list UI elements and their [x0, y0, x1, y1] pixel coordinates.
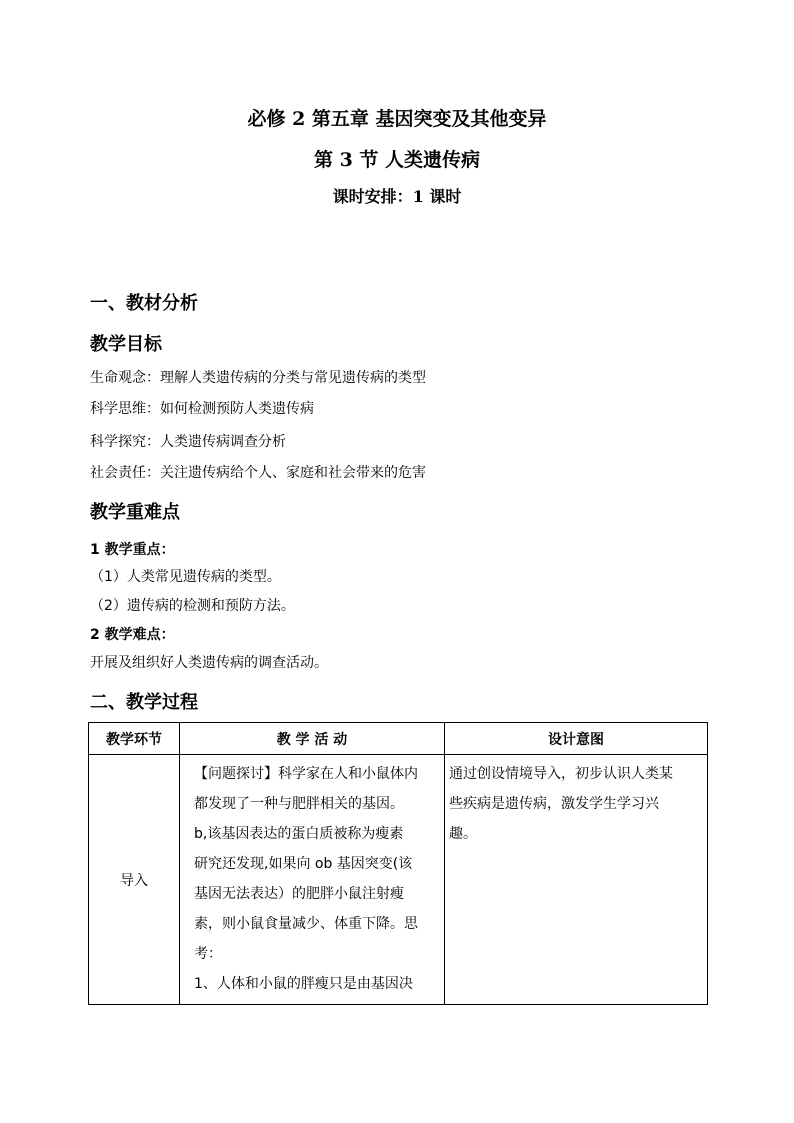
intent-line: 通过创设情境导入，初步认识人类某: [449, 766, 673, 782]
heading-key-difficult: 教学重难点: [90, 502, 180, 523]
stage-cell: 导入: [89, 755, 180, 1005]
goal-line: 社会责任：关注遗传病给个人、家庭和社会带来的危害: [90, 465, 426, 481]
teaching-process-table: [88, 722, 708, 1005]
activity-line: 研究还发现,如果向 ob 基因突变(该: [194, 856, 413, 872]
key-point-line: （1）人类常见遗传病的类型。: [90, 569, 281, 585]
key-point-line: （2）遗传病的检测和预防方法。: [90, 598, 295, 614]
section-title: 第 3 节 人类遗传病: [313, 149, 481, 171]
intent-line: 趣。: [449, 826, 477, 842]
column-header: 教 学 活 动: [180, 723, 445, 755]
key-points-label: 1 教学重点：: [90, 542, 175, 558]
table-header-row: [89, 723, 708, 755]
goal-line: 科学思维：如何检测预防人类遗传病: [90, 401, 314, 417]
intent-cell: [445, 755, 708, 1005]
difficult-line: 开展及组织好人类遗传病的调查活动。: [90, 655, 328, 671]
column-header: 教学环节: [89, 723, 180, 755]
goal-line: 科学探究：人类遗传病调查分析: [90, 434, 286, 450]
heading-teaching-process: 二、教学过程: [90, 692, 198, 713]
activity-line: 【问题探讨】科学家在人和小鼠体内: [194, 766, 418, 782]
heading-teaching-goals: 教学目标: [90, 334, 162, 355]
activity-line: 素，则小鼠食量减少、体重下降。思: [194, 916, 418, 932]
activity-line: 1、人体和小鼠的胖瘦只是由基因决: [194, 976, 413, 992]
activity-line: b,该基因表达的蛋白质被称为瘦素: [194, 826, 404, 842]
heading-textbook-analysis: 一、教材分析: [90, 293, 198, 314]
column-header: 设计意图: [445, 723, 708, 755]
document-title: 必修 2 第五章 基因突变及其他变异: [247, 108, 547, 130]
table-row: [89, 755, 708, 1005]
activity-line: 基因无法表达）的肥胖小鼠注射瘦: [194, 886, 404, 902]
difficult-label: 2 教学难点：: [90, 627, 175, 643]
activity-line: 考：: [194, 946, 222, 962]
intent-line: 些疾病是遗传病，激发学生学习兴: [449, 796, 659, 812]
goal-line: 生命观念：理解人类遗传病的分类与常见遗传病的类型: [90, 370, 426, 386]
activity-line: 都发现了一种与肥胖相关的基因。: [194, 796, 404, 812]
schedule-note: 课时安排：1 课时: [332, 187, 462, 206]
activity-cell: [180, 755, 445, 1005]
